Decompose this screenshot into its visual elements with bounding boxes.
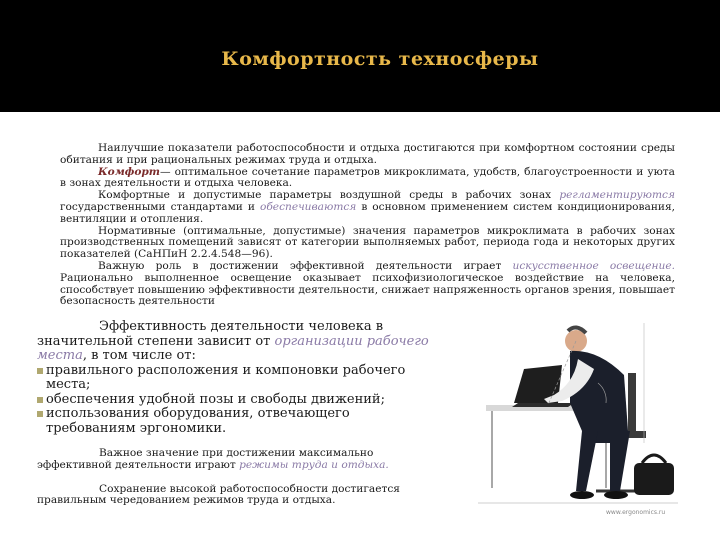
workplace-section <box>37 320 439 507</box>
workplace-term: организации рабочего места <box>37 333 429 363</box>
page-title: Комфортность техносферы <box>221 48 539 70</box>
list-item-text: использования оборудования, отвечающего требованиям эргономики. <box>46 406 350 436</box>
regime-note <box>37 448 439 472</box>
comfort-term: Комфорт <box>98 165 161 178</box>
air-text-c: в основном применением систем кондиционирования, вентиляции и отопления. <box>60 200 675 225</box>
comfort-definition <box>60 167 675 191</box>
regime-term: режимы труда и отдыха. <box>239 458 389 471</box>
bullet-icon <box>37 368 43 374</box>
norms-paragraph: Нормативные (оптимальные, допустимые) значения параметров микроклимата в рабочих зонах производственных помещений зависят от категории выполняемых работ, периода года и некоторых других показателей (СаНПиН 2.2.4.548—96). <box>60 224 675 261</box>
comfort-definition-text: — оптимальное сочетание параметров микроклимата, удобств, благоустроенности и уюта в зонах деятельности и отдыха человека. <box>60 165 675 190</box>
list-item <box>37 364 439 393</box>
list-item-text: правильного расположения и компоновки рабочего места; <box>46 362 406 392</box>
workplace-lead-end: , в том числе от: <box>82 348 196 363</box>
workplace-list <box>37 364 439 437</box>
workplace-lead <box>37 320 439 364</box>
air-parameters-paragraph <box>60 190 675 225</box>
provided-term: обеспечиваются <box>259 200 357 213</box>
list-item <box>37 407 439 436</box>
intro-text <box>60 143 675 308</box>
image-credit: www.ergonomics.ru <box>606 509 666 516</box>
air-text-a: Комфортные и допустимые параметры воздушной среды в рабочих зонах <box>98 189 560 202</box>
lighting-text-a: Важную роль в достижении эффективной деятельности играет <box>98 259 513 272</box>
workplace-lead-text: Эффективность деятельности человека в значительной степени зависит от <box>37 319 384 349</box>
list-item-text: обеспечения удобной позы и свободы движений; <box>46 391 385 407</box>
intro-paragraph: Наилучшие показатели работоспособности и отдыха достигаются при комфортном состоянии среды обитания и при рациональных режимах труда и отдыха. <box>60 142 675 166</box>
regime-note-text: Важное значение при достижении максимально эффективной деятельности играют <box>37 447 374 471</box>
bullet-icon <box>37 397 43 403</box>
alternation-note: Сохранение высокой работоспособности достигается правильным чередованием режимов труда и отдыха. <box>37 482 400 507</box>
lighting-term: искусственное освещение. <box>512 259 675 272</box>
regulated-term: регламентируются <box>559 189 675 202</box>
lighting-text-b: Рационально выполненное освещение оказывает психофизиологическое воздействие на человека, способствует повышению эффективности деятельности, снижает напряженность органов зрения, повышает безопасность деятельности <box>60 271 675 308</box>
worker-at-laptop-illustration <box>478 303 678 518</box>
bullet-icon <box>37 411 43 417</box>
lighting-paragraph <box>60 261 675 308</box>
air-text-b: государственными стандартами и <box>60 200 260 213</box>
list-item <box>37 393 439 408</box>
